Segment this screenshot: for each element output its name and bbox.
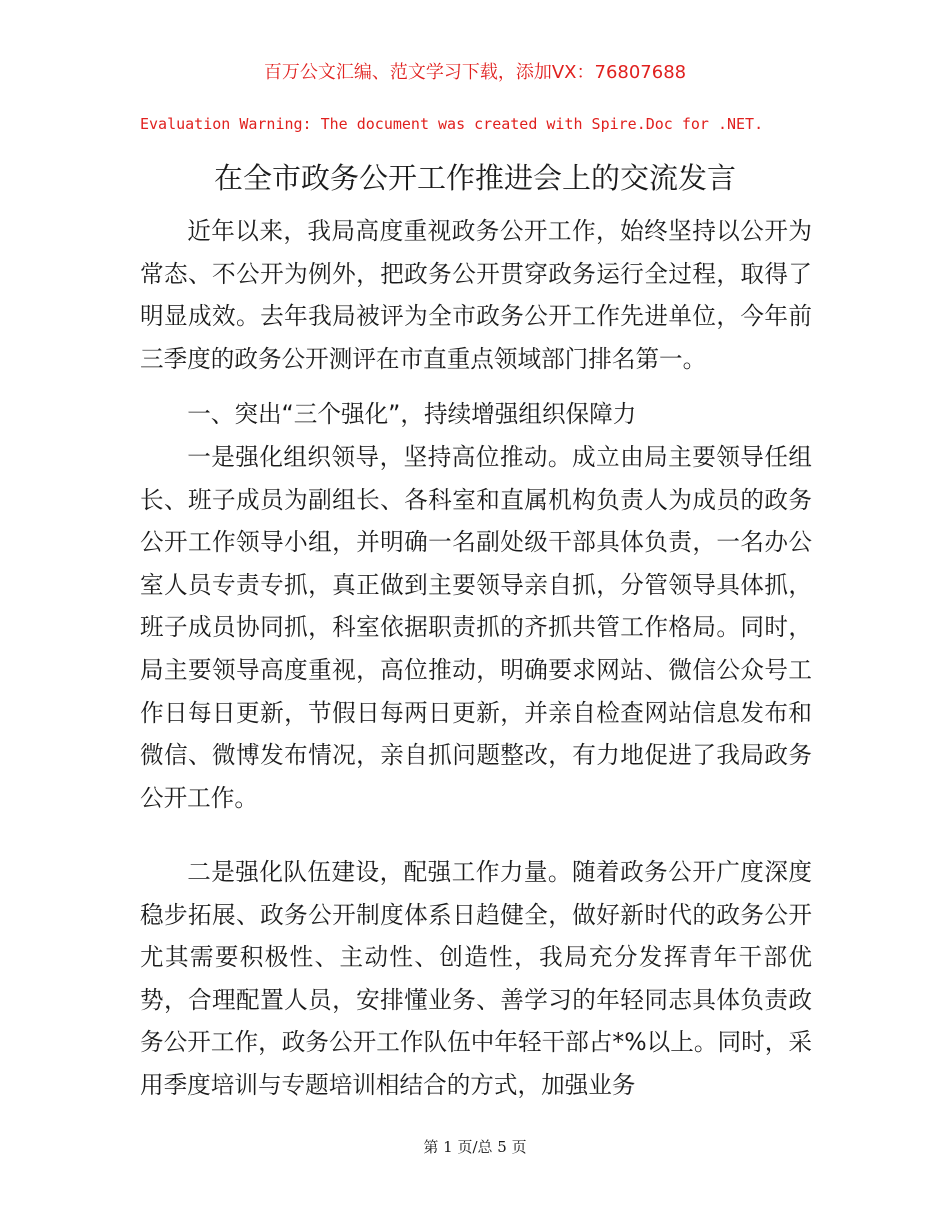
paragraph-team xyxy=(140,851,812,1107)
page-footer: 第 1 页/总 5 页 xyxy=(423,1138,527,1156)
paragraph-text: 近年以来，我局高度重视政务公开工作，始终坚持以公开为常态、不公开为例外，把政务公开贯穿政务运行全过程，取得了明显成效。去年我局被评为全市政务公开工作先进单位，今年前三季度的政务公开测评在市直重点领域部门排名第一。 xyxy=(140,217,812,373)
paragraph-organization xyxy=(140,436,812,819)
section-heading-text: 一、突出“三个强化”，持续增强组织保障力 xyxy=(187,400,637,428)
paragraph-text: 二是强化队伍建设，配强工作力量。随着政务公开广度深度稳步拓展、政务公开制度体系日趋健全，做好新时代的政务公开尤其需要积极性、主动性、创造性，我局充分发挥青年干部优势，合理配置人员，安排懂业务、善学习的年轻同志具体负责政务公开工作，政务公开工作队伍中年轻干部占*%以上。同时，采用季度培训与专题培训相结合的方式，加强业务 xyxy=(140,858,812,1099)
evaluation-warning: Evaluation Warning: The document was created with Spire.Doc for .NET. xyxy=(140,115,764,133)
header-banner: 百万公文汇编、范文学习下载，添加VX：76807688 xyxy=(263,62,687,83)
paragraph-intro xyxy=(140,210,812,380)
document-title: 在全市政务公开工作推进会上的交流发言 xyxy=(213,161,736,195)
section-heading xyxy=(140,393,812,436)
paragraph-text: 一是强化组织领导，坚持高位推动。成立由局主要领导任组长、班子成员为副组长、各科室和直属机构负责人为成员的政务公开工作领导小组，并明确一名副处级干部具体负责，一名办公室人员专责专抓，真正做到主要领导亲自抓，分管领导具体抓，班子成员协同抓，科室依据职责抓的齐抓共管工作格局。同时，局主要领导高度重视，高位推动，明确要求网站、微信公众号工作日每日更新，节假日每两日更新，并亲自检查网站信息发布和微信、微博发布情况，亲自抓问题整改，有力地促进了我局政务公开工作。 xyxy=(140,443,812,812)
